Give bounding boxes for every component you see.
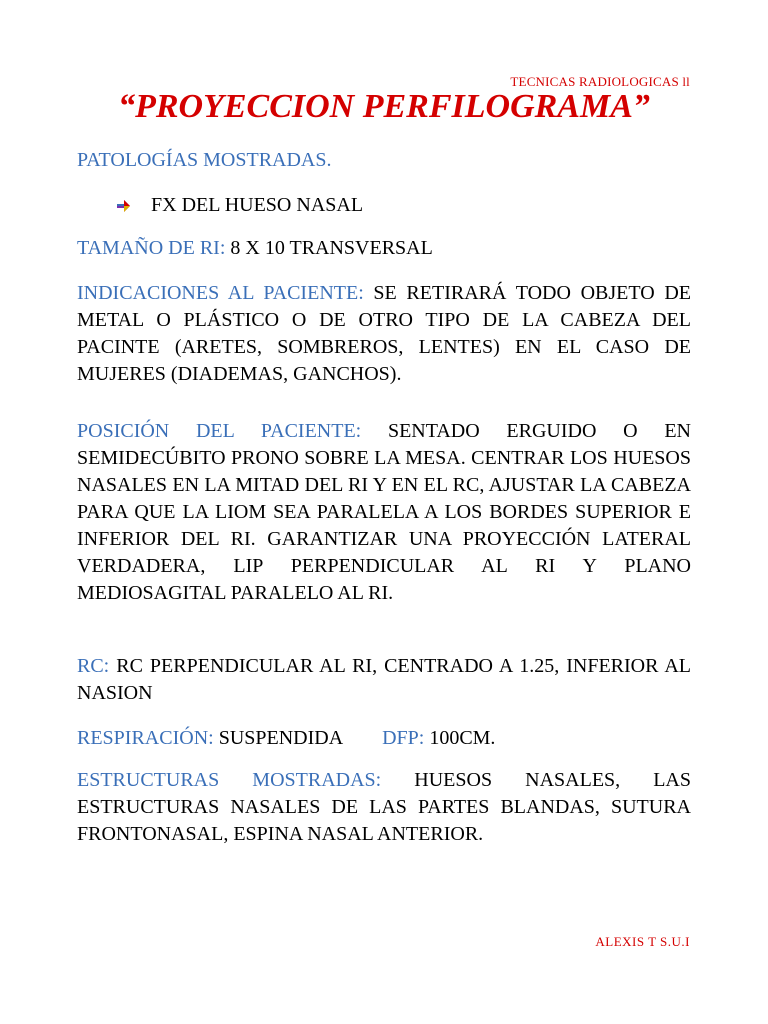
central-ray-section — [77, 653, 691, 707]
breathing-value: SUSPENDIDA — [218, 727, 343, 749]
structures-section — [77, 767, 691, 848]
pathology-item-text: FX DEL HUESO NASAL — [151, 194, 364, 216]
central-ray-label: RC: — [77, 655, 110, 677]
patient-instructions-label: INDICACIONES AL PACIENTE: — [77, 282, 364, 304]
dfp-label: DFP: — [382, 727, 425, 749]
pathology-list-item — [115, 192, 363, 219]
breathing-label: RESPIRACIÓN: — [77, 727, 214, 749]
patient-instructions-section — [77, 280, 691, 388]
patient-position-section — [77, 418, 691, 607]
structures-label: ESTRUCTURAS MOSTRADAS: — [77, 769, 382, 791]
ri-size-label: TAMAÑO DE RI: — [77, 237, 226, 259]
ri-size-value: 8 X 10 TRANSVERSAL — [230, 237, 433, 259]
dfp-value: 100CM. — [429, 727, 496, 749]
patient-position-value: SENTADO ERGUIDO O EN SEMIDECÚBITO PRONO SOBRE LA MESA. CENTRAR LOS HUESOS NASALES EN LA MITAD DEL RI Y EN EL RC, AJUSTAR LA CABEZA PARA QUE LA LIOM SEA PARALELA A LOS BORDES SUPERIOR E INFERIOR DEL RI. GARANTIZAR UNA PROYECCIÓN LATERAL VERDADERA, LIP PERPENDICULAR AL RI Y PLANO MEDIOSAGITAL PARALELO AL RI. — [77, 420, 691, 604]
course-header: TECNICAS RADIOLOGICAS ll — [510, 74, 690, 89]
pathologies-label: PATOLOGÍAS MOSTRADAS. — [77, 149, 332, 171]
page-title: “PROYECCION PERFILOGRAMA” — [118, 88, 650, 125]
breathing-dfp-section — [77, 725, 691, 752]
structures-value: HUESOS NASALES, LAS ESTRUCTURAS NASALES DE LAS PARTES BLANDAS, SUTURA FRONTONASAL, ESPINA NASAL ANTERIOR. — [77, 769, 691, 845]
patient-instructions-value: SE RETIRARÁ TODO OBJETO DE METAL O PLÁSTICO O DE OTRO TIPO DE LA CABEZA DEL PACINTE (ARETES, SOMBREROS, LENTES) EN EL CASO DE MUJERES (DIADEMAS, GANCHOS). — [77, 282, 691, 385]
central-ray-value: RC PERPENDICULAR AL RI, CENTRADO A 1.25, INFERIOR AL NASION — [77, 655, 691, 704]
pathologies-heading — [77, 147, 691, 174]
patient-position-label: POSICIÓN DEL PACIENTE: — [77, 420, 362, 442]
arrow-bullet-icon — [115, 198, 131, 214]
author-footer: ALEXIS T S.U.I — [595, 934, 690, 949]
ri-size-section — [77, 235, 691, 262]
